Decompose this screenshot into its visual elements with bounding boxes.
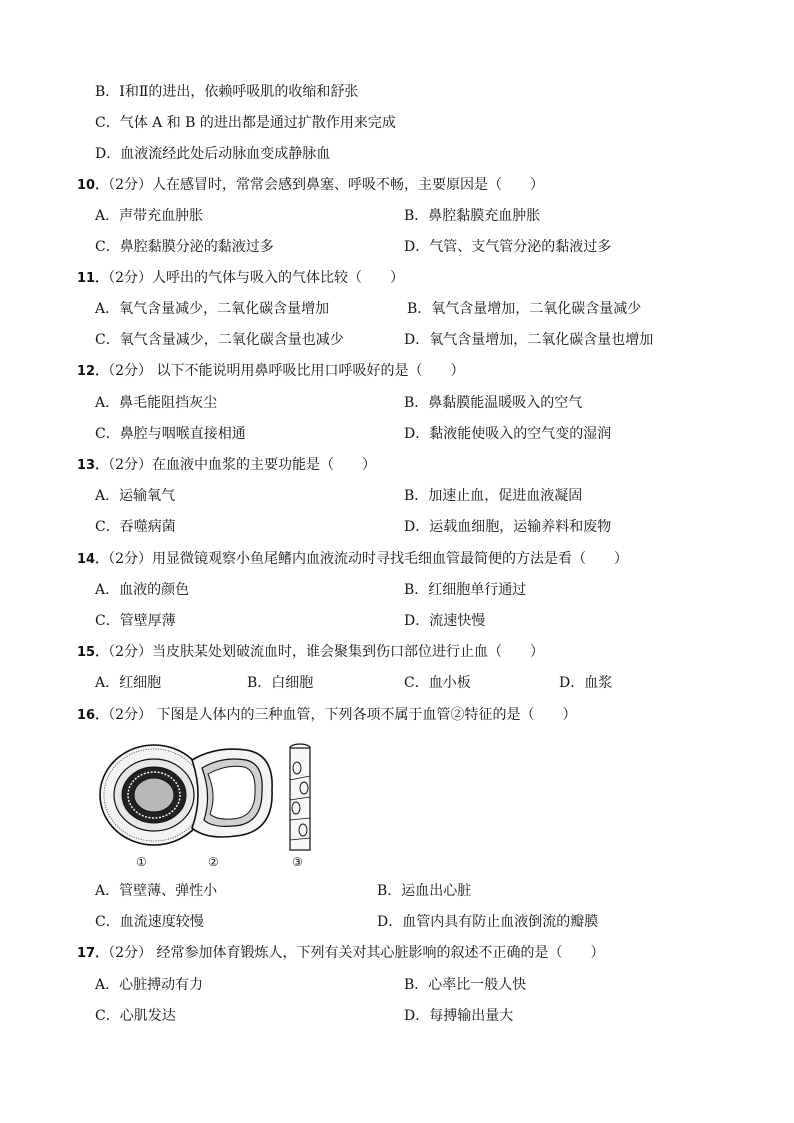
- q11-option-a: A．氧气含量减少，二氧化碳含量增加: [95, 301, 330, 317]
- figure-label-1: ①: [136, 855, 147, 869]
- question-17: 17．（2分） 经常参加体育锻炼人，下列有关对其心脏影响的叙述不正确的是（ ）: [77, 945, 605, 961]
- q12-option-a: A．鼻毛能阻挡灰尘: [95, 395, 218, 411]
- q16-option-b: B．运血出心脏: [377, 883, 472, 899]
- q14-option-b: B．红细胞单行通过: [404, 582, 527, 598]
- question-15: 15．（2分）当皮肤某处划破流血时，谁会聚集到伤口部位进行止血（ ）: [77, 644, 544, 660]
- q11-option-c: C．氧气含量减少，二氧化碳含量也减少: [95, 332, 344, 348]
- q14-option-c: C．管壁厚薄: [95, 613, 176, 629]
- q13-option-c: C．吞噬病菌: [95, 519, 176, 535]
- q15-option-c: C．血小板: [404, 675, 471, 691]
- q15-option-d: D．血浆: [559, 675, 613, 691]
- q13-option-b: B．加速止血，促进血液凝固: [404, 488, 583, 504]
- q17-option-d: D．每搏输出量大: [404, 1008, 514, 1024]
- question-10: 10．（2分）人在感冒时，常常会感到鼻塞、呼吸不畅，主要原因是（ ）: [77, 177, 544, 193]
- q13-option-d: D．运载血细胞，运输养料和废物: [404, 519, 612, 535]
- q11-option-b: B．氧气含量增加，二氧化碳含量减少: [407, 301, 642, 317]
- option-b-prev: B．Ⅰ和Ⅱ的进出，依赖呼吸肌的收缩和舒张: [95, 84, 359, 100]
- q14-option-a: A．血液的颜色: [95, 582, 190, 598]
- q10-option-c: C．鼻腔黏膜分泌的黏液过多: [95, 239, 274, 255]
- q15-option-b: B．白细胞: [247, 675, 314, 691]
- blood-vessels-figure: [96, 740, 336, 870]
- q17-option-b: B．心率比一般人快: [404, 977, 527, 993]
- q10-option-b: B．鼻腔黏膜充血肿胀: [404, 208, 541, 224]
- capillary-drawing: [290, 744, 310, 850]
- question-13: 13．（2分）在血液中血浆的主要功能是（ ）: [77, 457, 376, 473]
- q15-option-a: A．红细胞: [95, 675, 162, 691]
- q10-option-a: A．声带充血肿胀: [95, 208, 204, 224]
- q17-option-a: A．心脏搏动有力: [95, 977, 204, 993]
- q10-option-d: D．气管、支气管分泌的黏液过多: [404, 239, 612, 255]
- question-16: 16．（2分） 下图是人体内的三种血管，下列各项不属于血管②特征的是（ ）: [77, 707, 577, 723]
- question-14: 14．（2分）用显微镜观察小鱼尾鳍内血液流动时寻找毛细血管最简便的方法是看（ ）: [77, 551, 628, 567]
- q12-option-b: B．鼻黏膜能温暖吸入的空气: [404, 395, 583, 411]
- figure-label-3: ③: [292, 855, 303, 869]
- option-c-prev: C．气体 A 和 B 的进出都是通过扩散作用来完成: [95, 115, 396, 131]
- question-11: 11．（2分）人呼出的气体与吸入的气体比较（ ）: [77, 270, 404, 286]
- q16-option-d: D．血管内具有防止血液倒流的瓣膜: [377, 914, 599, 930]
- vein-drawing: [192, 749, 272, 837]
- figure-label-2: ②: [208, 855, 219, 869]
- q12-option-c: C．鼻腔与咽喉直接相通: [95, 426, 246, 442]
- q14-option-d: D．流速快慢: [404, 613, 486, 629]
- question-12: 12．（2分） 以下不能说明用鼻呼吸比用口呼吸好的是（ ）: [77, 363, 465, 379]
- q12-option-d: D．黏液能使吸入的空气变的湿润: [404, 426, 612, 442]
- q11-option-d: D．氧气含量增加，二氧化碳含量也增加: [404, 332, 654, 348]
- q16-option-a: A．管壁薄、弹性小: [95, 883, 218, 899]
- q16-option-c: C．血流速度较慢: [95, 914, 204, 930]
- q17-option-c: C．心肌发达: [95, 1008, 176, 1024]
- option-d-prev: D．血液流经此处后动脉血变成静脉血: [95, 146, 331, 162]
- q13-option-a: A．运输氧气: [95, 488, 176, 504]
